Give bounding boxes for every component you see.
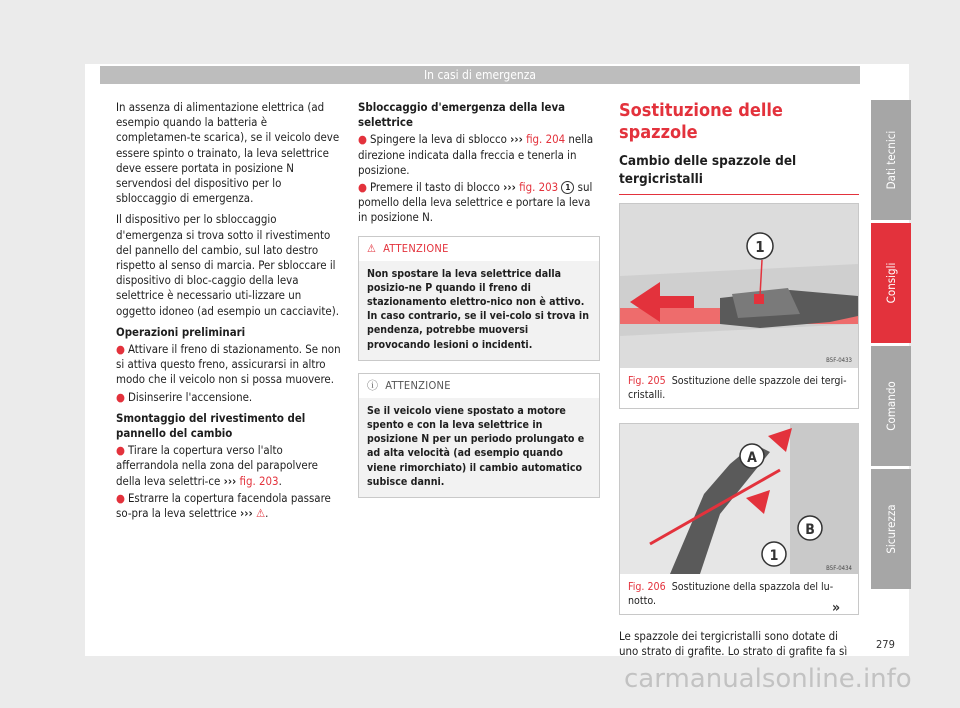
ref-arrow-icon: ››› bbox=[223, 473, 237, 488]
subheading: Operazioni preliminari bbox=[116, 324, 246, 339]
callout-number: 1 bbox=[561, 181, 574, 194]
warning-header: ⚠ ATTENZIONE bbox=[359, 237, 599, 261]
figure-caption: Fig. 206 Sostituzione della spazzola del lu-notto. bbox=[628, 581, 834, 607]
list-item: ● Disinserire l'accensione. bbox=[116, 389, 253, 404]
list-item: ● Estrarre la copertura facendola passare so-pra la leva selettrice ››› ⚠. bbox=[116, 490, 331, 521]
figure-206 bbox=[619, 423, 859, 615]
bullet-icon: ● bbox=[116, 389, 125, 404]
column-1 bbox=[116, 100, 344, 527]
figure-link[interactable]: fig. 204 bbox=[526, 132, 566, 147]
divider bbox=[619, 194, 859, 195]
caution-circle-icon: ⓘ bbox=[367, 378, 379, 392]
page-header bbox=[100, 66, 860, 84]
wiper-blade-illustration bbox=[620, 204, 858, 368]
list-item: ● Tirare la copertura verso l'alto afferrandola nella zona del parapolvere della leva selettri-ce ››› fig. 203. bbox=[116, 443, 318, 488]
figure-link[interactable]: fig. 203 bbox=[239, 473, 279, 488]
bullet-icon: ● bbox=[358, 132, 367, 147]
paragraph: In assenza di alimentazione elettrica (ad esempio quando la batteria è completamen-te scarica), se il veicolo deve essere spinto o trainato, la leva selettrice deve essere portata in posizione N servendosi del dispositivo per lo sbloccaggio di emergenza. bbox=[116, 100, 340, 206]
column-2 bbox=[358, 100, 600, 510]
list-item: ● Spingere la leva di sblocco ››› fig. 204 nella direzione indicata dalla freccia e tenerla in posizione. bbox=[358, 132, 594, 177]
list-item: ● Attivare il freno di stazionamento. Se non si attiva questo freno, assicurarsi in altro modo che il veicolo non si possa muovere. bbox=[116, 342, 341, 387]
ref-arrow-icon: ››› bbox=[503, 180, 516, 195]
ref-arrow-icon: ››› bbox=[510, 132, 523, 147]
paragraph: Il dispositivo per lo sbloccaggio d'emergenza si trova sotto il rivestimento del pannello del cambio, sul lato destro rispetto al senso di marcia. Per sbloccare il dispositivo di bloc-caggio della leva selettrice è necessario uti-lizzare un oggetto idoneo (ad esempio un cacciavite). bbox=[116, 212, 339, 318]
page-number: 279 bbox=[876, 638, 895, 651]
chapter-tabs bbox=[871, 100, 911, 592]
bullet-icon: ● bbox=[116, 490, 125, 505]
list-item: ● Premere il tasto di blocco ››› fig. 203 1 sul pomello della leva selettrice e portare la leva in posizione N. bbox=[358, 180, 593, 225]
header-title: In casi di emergenza bbox=[424, 68, 536, 82]
section-title: Sostituzione delle spazzole bbox=[619, 100, 783, 143]
callout-a: A bbox=[747, 450, 757, 466]
subsection-title: Cambio delle spazzole del tergicristalli bbox=[619, 153, 797, 187]
tab-consigli[interactable]: Consigli bbox=[871, 223, 911, 343]
warning-body: Non spostare la leva selettrice dalla posizio-ne P quando il freno di stazionamento elettro-nico non è attivo. In caso contrario, se il vei-colo si trova in pendenza, potrebbe muoversi provocando lesioni o incidenti. bbox=[367, 267, 589, 351]
watermark: carmanualsonline.info bbox=[624, 664, 912, 694]
rear-wiper-illustration bbox=[620, 424, 858, 574]
ref-arrow-icon: ››› bbox=[240, 506, 253, 521]
bullet-icon: ● bbox=[358, 180, 367, 195]
warning-box bbox=[358, 236, 600, 361]
caution-body: Se il veicolo viene spostato a motore spento e con la leva selettrice in posizione N per un periodo prolungato e ad alta velocità (ad esempio quando viene rimorchiato) il cambio automatico subisce danni. bbox=[367, 404, 585, 488]
callout-1: 1 bbox=[769, 548, 779, 564]
paragraph: Le spazzole dei tergicristalli sono dotate di uno strato di grafite. Lo strato di grafite fa sì bbox=[619, 629, 848, 659]
column-3 bbox=[619, 100, 859, 665]
callout-1: 1 bbox=[755, 238, 765, 256]
warning-triangle-icon[interactable]: ⚠ bbox=[255, 506, 266, 521]
bullet-icon: ● bbox=[116, 443, 125, 458]
bullet-icon: ● bbox=[116, 342, 125, 357]
subheading: Sbloccaggio d'emergenza della leva selettrice bbox=[358, 100, 566, 130]
figure-205 bbox=[619, 203, 859, 409]
tab-dati-tecnici[interactable]: Dati tecnici bbox=[871, 100, 911, 220]
callout-b: B bbox=[805, 522, 815, 538]
tab-sicurezza[interactable]: Sicurezza bbox=[871, 469, 911, 589]
continue-arrow-icon: » bbox=[832, 600, 841, 616]
caution-header: ⓘ ATTENZIONE bbox=[359, 374, 599, 398]
figure-code: B5F-0433 bbox=[826, 357, 852, 364]
tab-comando[interactable]: Comando bbox=[871, 346, 911, 466]
warning-triangle-icon: ⚠ bbox=[367, 241, 377, 255]
figure-caption: Fig. 205 Sostituzione delle spazzole dei tergi-cristalli. bbox=[628, 375, 847, 401]
subheading: Smontaggio del rivestimento del pannello del cambio bbox=[116, 410, 306, 441]
figure-code: B5F-0434 bbox=[826, 565, 852, 572]
caution-box bbox=[358, 373, 600, 498]
figure-link[interactable]: fig. 203 bbox=[519, 180, 559, 195]
